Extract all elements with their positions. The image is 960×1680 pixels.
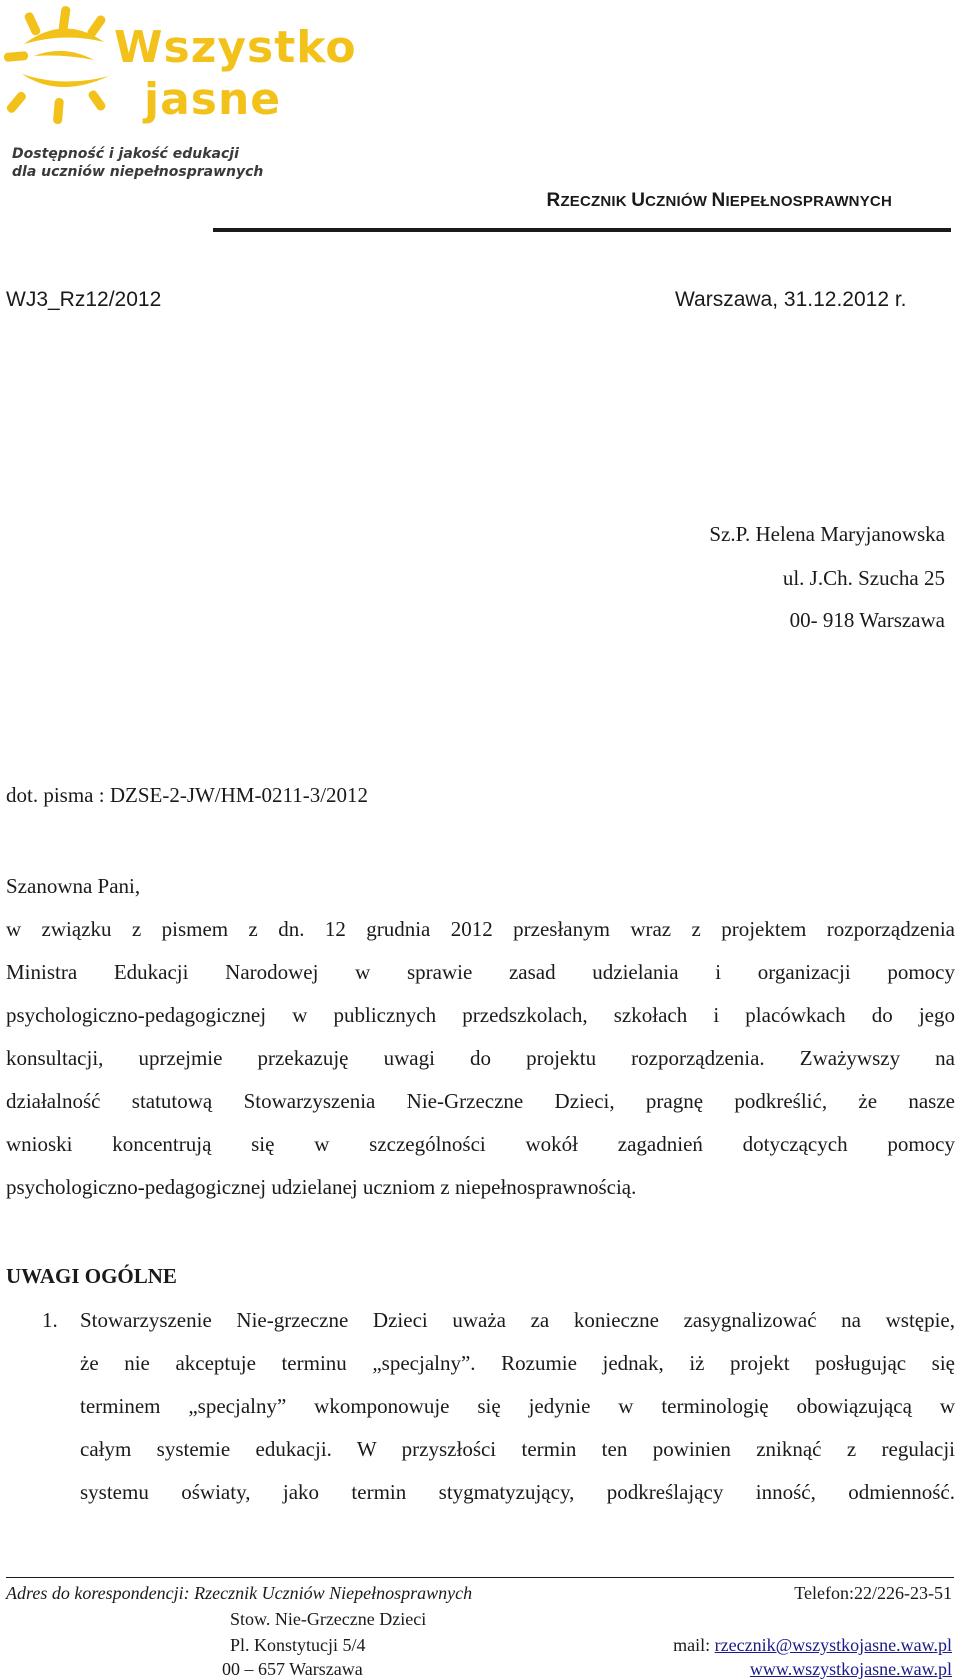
footer-org: Stow. Nie-Grzeczne Dzieci (230, 1609, 427, 1629)
logo-brand-line1: Wszystko (114, 22, 357, 73)
footer-divider (6, 1577, 954, 1578)
document-date: Warszawa, 31.12.2012 r. (675, 288, 907, 311)
body-line: psychologiczno-pedagogicznej udzielanej uczniom z niepełnosprawnością. (6, 1175, 637, 1199)
list-item-line: całym systemie edukacji. W przyszłości termin ten powinien zniknąć z regulacji (80, 1437, 955, 1461)
body-line: Ministra Edukacji Narodowej w sprawie zasad udzielania i organizacji pomocy (6, 960, 955, 984)
footer-address-label: Adres do korespondencji: Rzecznik Uczniów Niepełnosprawnych (6, 1583, 473, 1603)
logo (4, 4, 357, 184)
footer-web-link[interactable]: www.wszystkojasne.waw.pl (749, 1659, 952, 1679)
logo-brand-line2: jasne (144, 74, 282, 125)
footer-street: Pl. Konstytucji 5/4 (230, 1635, 366, 1655)
reference-number: WJ3_Rz12/2012 (6, 288, 162, 311)
body-line: wnioski koncentrują się w szczególności wokół zagadnień dotyczących pomocy (6, 1132, 955, 1156)
body-line: w związku z pismem z dn. 12 grudnia 2012 przesłanym wraz z projektem rozporządzenia (6, 917, 955, 941)
header-divider (213, 228, 951, 232)
footer-mail-link[interactable]: rzecznik@wszystkojasne.waw.pl (714, 1635, 952, 1655)
footer-phone: Telefon:22/226-23-51 (794, 1583, 952, 1603)
logo-tagline-2: dla uczniów niepełnosprawnych (12, 164, 264, 180)
footer-city: 00 – 657 Warszawa (222, 1659, 363, 1679)
list-item-line: terminem „specjalny” wkomponowuje się jedynie w terminologię obowiązującą w (80, 1394, 955, 1418)
org-title: RZECZNIK UCZNIÓW NIEPEŁNOSPRAWNYCH (546, 190, 892, 211)
recipient-city: 00- 918 Warszawa (789, 608, 945, 632)
body-line: działalność statutową Stowarzyszenia Nie-Grzeczne Dzieci, pragnę podkreślić, że nasze (6, 1089, 955, 1113)
body-line: konsultacji, uprzejmie przekazuję uwagi do projektu rozporządzenia. Zważywszy na (6, 1046, 955, 1070)
logo-tagline-1: Dostępność i jakość edukacji (12, 146, 239, 162)
list-item-line: Stowarzyszenie Nie-grzeczne Dzieci uważa za konieczne zasygnalizować na wstępie, (80, 1308, 955, 1332)
salutation: Szanowna Pani, (6, 874, 141, 898)
list-item-line: systemu oświaty, jako termin stygmatyzujący, podkreślający inność, odmienność. (80, 1480, 955, 1504)
recipient-street: ul. J.Ch. Szucha 25 (782, 566, 945, 590)
footer-mail-label: mail: (673, 1635, 715, 1655)
footer-mail (673, 1635, 952, 1656)
list-item-line: że nie akceptuje terminu „specjalny”. Rozumie jednak, iż projekt posługując się (80, 1351, 955, 1375)
subject-line: dot. pisma : DZSE-2-JW/HM-0211-3/2012 (6, 783, 369, 807)
list-item-number: 1. (42, 1308, 58, 1332)
recipient-name: Sz.P. Helena Maryjanowska (709, 522, 945, 546)
section-heading: UWAGI OGÓLNE (6, 1264, 177, 1288)
body-line: psychologiczno-pedagogicznej w publicznych przedszkolach, szkołach i placówkach do jego (6, 1003, 955, 1027)
